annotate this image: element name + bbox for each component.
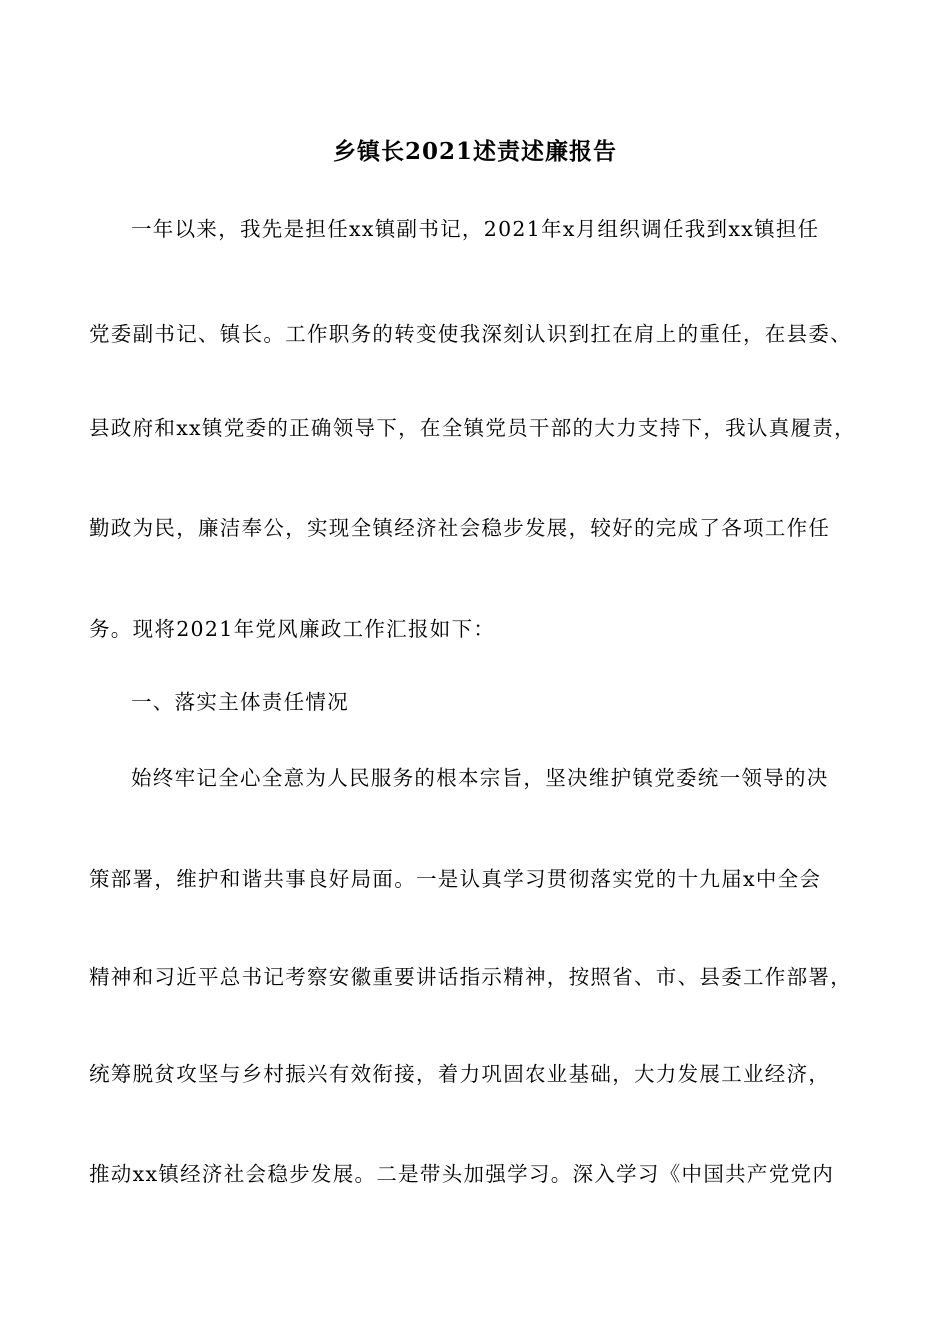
paragraph-line: 一年以来，我先是担任xx镇副书记，2021年x月组织调任我到xx镇担任 <box>131 217 820 241</box>
paragraph-line: 务。现将2021年党风廉政工作汇报如下： <box>89 617 496 641</box>
section-heading: 一、落实主体责任情况 <box>131 690 349 714</box>
paragraph-line: 党委副书记、镇长。工作职务的转变使我深刻认识到扛在肩上的重任，在县委、 <box>89 322 852 346</box>
paragraph-line: 策部署，维护和谐共事良好局面。一是认真学习贯彻落实党的十九届x中全会 <box>89 867 822 891</box>
paragraph-line: 统筹脱贫攻坚与乡村振兴有效衔接，着力巩固农业基础，大力发展工业经济， <box>89 1062 831 1086</box>
paragraph-line: 勤政为民，廉洁奉公，实现全镇经济社会稳步发展，较好的完成了各项工作任 <box>89 516 831 540</box>
paragraph-line: 推动xx镇经济社会稳步发展。二是带头加强学习。深入学习《中国共产党党内 <box>89 1162 835 1186</box>
paragraph-line: 始终牢记全心全意为人民服务的根本宗旨，坚决维护镇党委统一领导的决 <box>131 766 829 790</box>
paragraph-line: 精神和习近平总书记考察安徽重要讲话指示精神，按照省、市、县委工作部署， <box>89 965 852 989</box>
document-title: 乡镇长2021述责述廉报告 <box>332 138 617 165</box>
paragraph-line: 县政府和xx镇党委的正确领导下，在全镇党员干部的大力支持下，我认真履责， <box>89 416 856 440</box>
